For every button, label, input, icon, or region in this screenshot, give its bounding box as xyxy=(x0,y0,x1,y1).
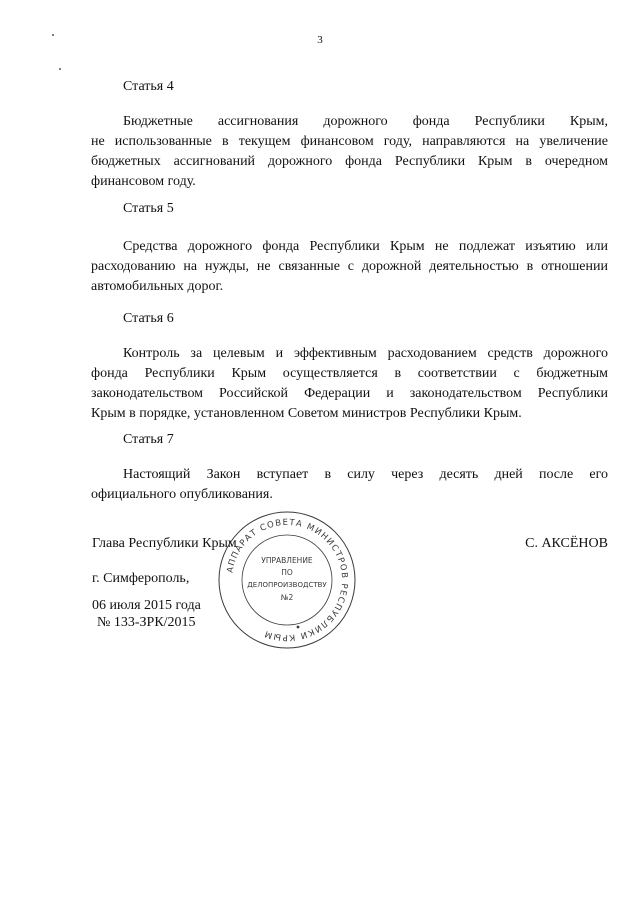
text-line: бюджетных ассигнований дорожного фонда Республики Крым в очередном xyxy=(91,154,608,169)
city: г. Симферополь, xyxy=(92,571,190,586)
stamp-outer-ring xyxy=(219,512,355,648)
article-text xyxy=(91,237,608,297)
article-text xyxy=(91,344,608,424)
text-line: Контроль за целевым и эффективным расходованием средств дорожного xyxy=(123,346,608,361)
text-line: официального опубликования. xyxy=(91,487,273,502)
article-heading: Статья 5 xyxy=(123,201,174,216)
text-line: Бюджетные ассигнования дорожного фонда Республики Крым, xyxy=(123,114,608,129)
signatory-name: С. АКСЁНОВ xyxy=(525,536,608,551)
law-number: № 133-ЗРК/2015 xyxy=(97,615,196,630)
stamp-dot xyxy=(297,626,300,629)
signatory-position: Глава Республики Крым xyxy=(92,536,237,551)
text-line: Крым в порядке, установленном Советом министров Республики Крым. xyxy=(91,406,522,421)
text-line: автомобильных дорог. xyxy=(91,279,224,294)
official-stamp xyxy=(212,505,362,655)
stamp-line: ДЕЛОПРОИЗВОДСТВУ xyxy=(247,581,327,589)
article-heading: Статья 6 xyxy=(123,311,174,326)
article-heading: Статья 4 xyxy=(123,79,174,94)
stamp-line: №2 xyxy=(280,593,294,602)
article-text xyxy=(91,112,608,192)
text-line: финансовом году. xyxy=(91,174,196,189)
stamp-inner-ring xyxy=(242,535,332,625)
text-line: фонда Республики Крым осуществляется в соответствии с бюджетным xyxy=(91,366,608,381)
text-line: расходованию на нужды, не связанные с дорожной деятельностью в отношении xyxy=(91,259,608,274)
stamp-ring-text: АППАРАТ СОВЕТА МИНИСТРОВ РЕСПУБЛИКИ КРЫМ xyxy=(225,517,350,643)
text-line: Настоящий Закон вступает в силу через десять дней после его xyxy=(123,467,608,482)
text-line: Средства дорожного фонда Республики Крым не подлежат изъятию или xyxy=(123,239,608,254)
scan-speck xyxy=(59,68,61,70)
text-line: законодательством Российской Федерации и законодательством Республики xyxy=(91,386,608,401)
stamp-line: ПО xyxy=(281,568,293,577)
text-line: не использованные в текущем финансовом году, направляются на увеличение xyxy=(91,134,608,149)
article-heading: Статья 7 xyxy=(123,432,174,447)
law-date: 06 июля 2015 года xyxy=(92,598,201,613)
stamp-line: УПРАВЛЕНИЕ xyxy=(261,556,313,565)
page-number: 3 xyxy=(317,34,323,46)
article-text xyxy=(91,465,608,505)
scan-speck xyxy=(52,34,54,36)
